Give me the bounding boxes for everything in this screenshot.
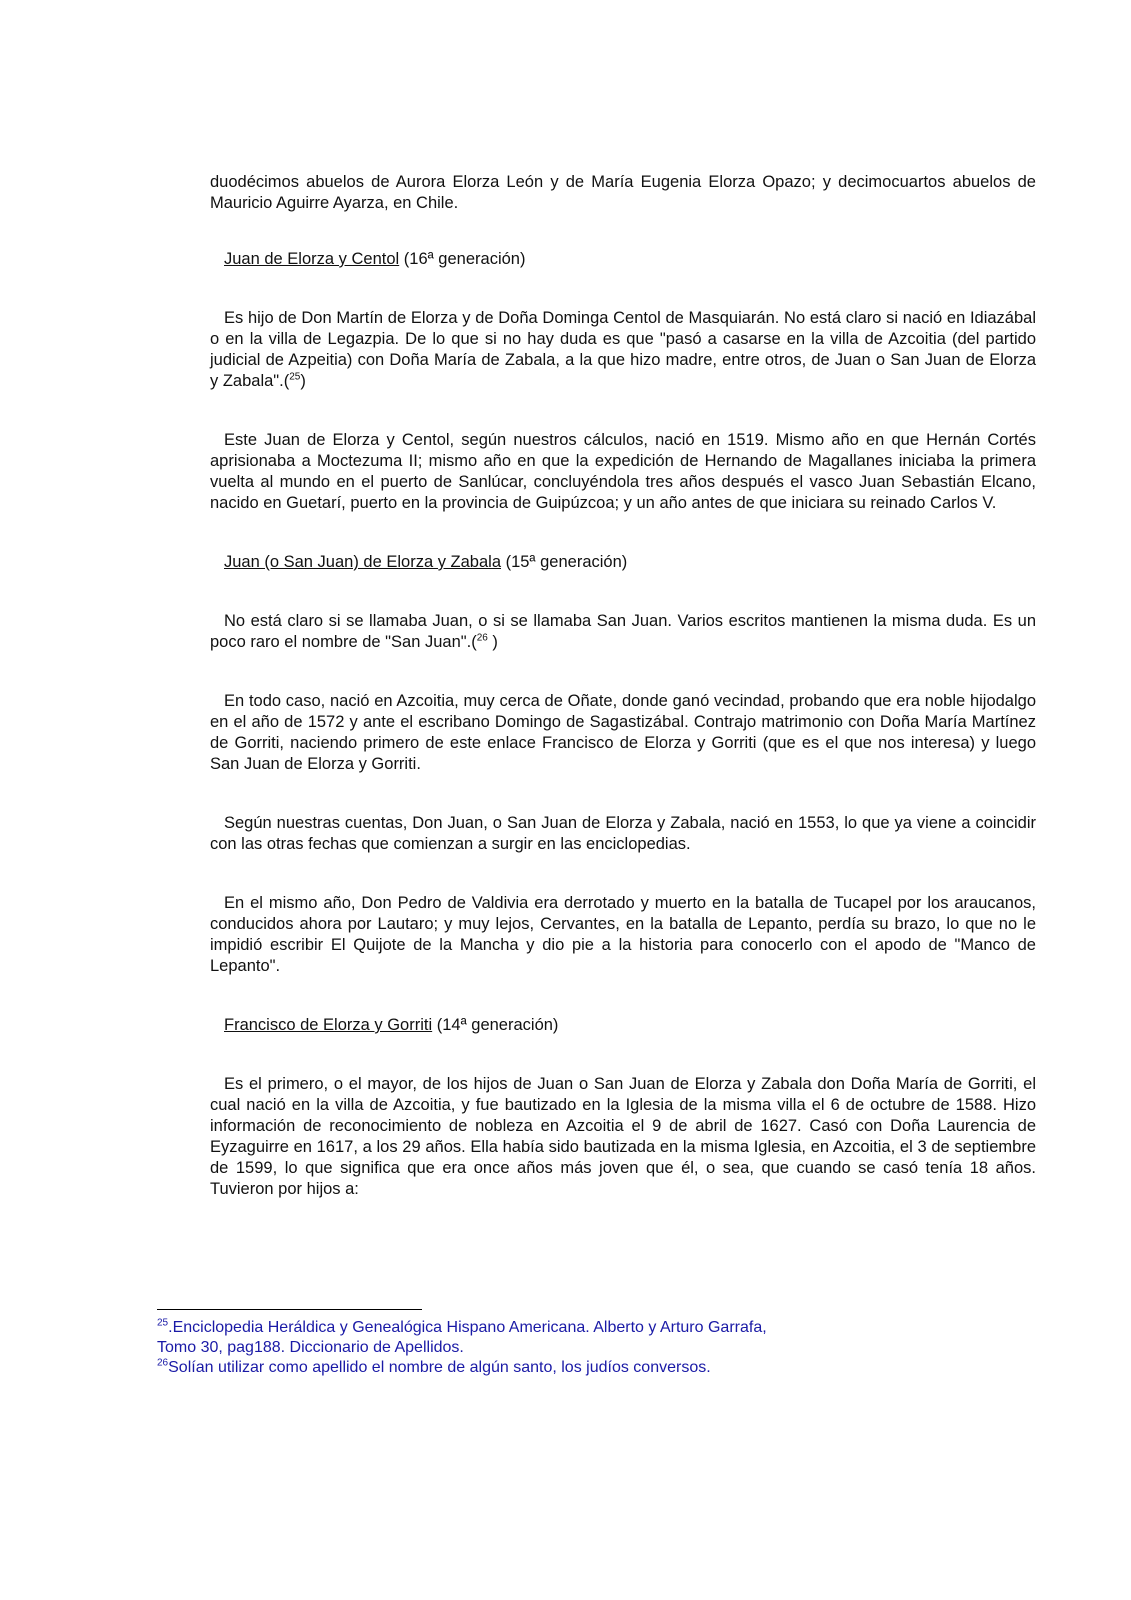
footnote-number: 25 xyxy=(157,1317,169,1329)
paragraph: Este Juan de Elorza y Centol, según nuestros cálculos, nació en 1519. Mismo año en que Hernán Cortés aprisionaba a Moctezuma II; mismo año en que la expedición de Hernando de Magallanes iniciaba la primera vuelta al mundo en el puerto de Sanlúcar, concluyéndola tres años después el vasco Juan Sebastián Elcano, nacido en Guetarí, puerto en la provincia de Guipúzcoa; y un año antes de que iniciara su reinado Carlos V. xyxy=(210,431,1036,512)
footnote-ref[interactable]: 25 xyxy=(289,371,301,383)
heading-name: Juan de Elorza y Centol xyxy=(224,250,400,268)
paragraph: En el mismo año, Don Pedro de Valdivia era derrotado y muerto en la batalla de Tucapel por los araucanos, conducidos ahora por Lautaro; y muy lejos, Cervantes, en la batalla de Lepanto, perdía su brazo, lo que no le impidió escribir El Quijote de la Mancha y dio pie a la historia para conocerlo con el apodo de "Manco de Lepanto". xyxy=(210,894,1036,975)
heading-generation: (16ª generación) xyxy=(399,250,526,268)
heading-name: Francisco de Elorza y Gorriti xyxy=(224,1016,433,1034)
footnote-divider xyxy=(157,1309,422,1310)
heading-generation: (14ª generación) xyxy=(432,1016,559,1034)
paragraph: Según nuestras cuentas, Don Juan, o San Juan de Elorza y Zabala, nació en 1553, lo que ya viene a coincidir con las otras fechas que comienzan a surgir en las enciclopedias. xyxy=(210,814,1036,853)
footnote-ref[interactable]: 26 xyxy=(476,632,488,644)
intro-paragraph: duodécimos abuelos de Aurora Elorza León y de María Eugenia Elorza Opazo; y decimocuartos abuelos de Mauricio Aguirre Ayarza, en Chile. xyxy=(210,173,1036,212)
footnote-25: $^{25}$.Enciclopedia Heráldica y Genealógica Hispano Americana. Alberto y Arturo Garrafa, Tomo 30, pag188. Diccionario de Apellidos. xyxy=(157,1317,767,1356)
footnote-26: $^{26}$Solían utilizar como apellido el nombre de algún santo, los judíos conversos. xyxy=(157,1357,711,1376)
paragraph: No está claro si se llamaba Juan, o si se llamaba San Juan. Varios escritos mantienen la misma duda. Es un poco raro el nombre de "San Juan".($^{26}$ ) xyxy=(210,612,1036,651)
heading-generation: (15ª generación) xyxy=(501,553,628,571)
section-heading xyxy=(210,552,1036,573)
paragraph: En todo caso, nació en Azcoitia, muy cerca de Oñate, donde ganó vecindad, probando que era noble hijodalgo en el año de 1572 y ante el escribano Domingo de Sagastizábal. Contrajo matrimonio con Doña María Martínez de Gorriti, naciendo primero de este enlace Francisco de Elorza y Gorriti (que es el que nos interesa) y luego San Juan de Elorza y Gorriti. xyxy=(210,692,1036,773)
footnotes xyxy=(157,1318,917,1378)
heading-name: Juan (o San Juan) de Elorza y Zabala xyxy=(224,553,501,571)
page-body xyxy=(210,172,1036,1200)
paragraph: Es el primero, o el mayor, de los hijos de Juan o San Juan de Elorza y Zabala don Doña María de Gorriti, el cual nació en la villa de Azcoitia, y fue bautizado en la Iglesia de la misma villa el 6 de octubre de 1588. Hizo información de reconocimiento de nobleza en Azcoitia el 9 de abril de 1627. Casó con Doña Laurencia de Eyzaguirre en 1617, a los 29 años. Ella había sido bautizada en la misma Iglesia, en Azcoitia, el 3 de septiembre de 1599, lo que significa que era once años más joven que él, o sea, que cuando se casó tenía 18 años. Tuvieron por hijos a: xyxy=(210,1075,1036,1198)
footnote-number: 26 xyxy=(157,1357,169,1369)
section-heading xyxy=(210,249,1036,270)
paragraph: Es hijo de Don Martín de Elorza y de Doña Dominga Centol de Masquiarán. No está claro si nació en Idiazábal o en la villa de Legazpia. De lo que si no hay duda es que "pasó a casarse en la villa de Azcoitia (del partido judicial de Azpeitia) con Doña María de Zabala, a la que hizo madre, entre otros, de Juan o San Juan de Elorza y Zabala".($^{25}$) xyxy=(210,309,1036,390)
section-heading xyxy=(210,1015,1036,1036)
